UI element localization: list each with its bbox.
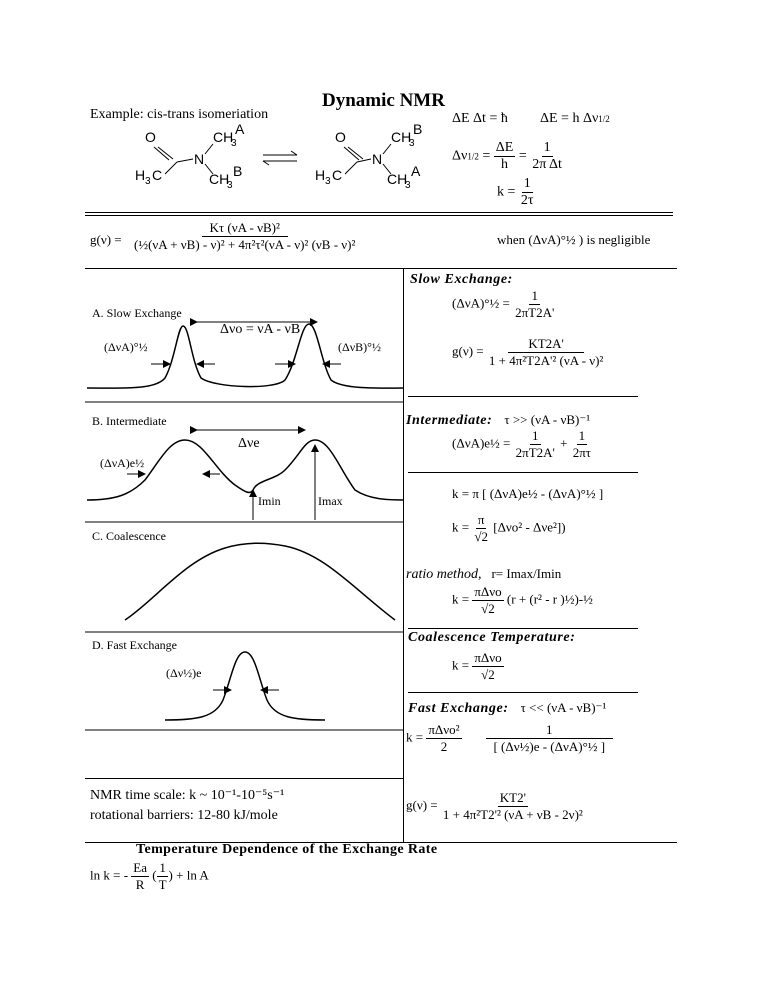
- panel-a-left-width: (ΔνA)°½: [104, 340, 148, 354]
- panel-d-width: (Δν½)e: [166, 666, 202, 680]
- svg-text:C: C: [152, 167, 163, 183]
- fast-exchange-spectrum: [165, 652, 325, 720]
- panel-b-left-width: (ΔνA)e½: [100, 456, 145, 470]
- svg-text:3: 3: [231, 138, 237, 149]
- k-delta-eq: k = $\frac{\pi}{√2}$ [Δνo² - Δνe²]): [452, 512, 566, 544]
- coalescence-heading: Coalescence Temperature:: [408, 630, 576, 645]
- svg-text:C: C: [332, 167, 343, 183]
- svg-text:CH: CH: [209, 171, 230, 187]
- svg-text:CH: CH: [391, 129, 412, 145]
- column-divider: [403, 268, 404, 842]
- energy-linewidth-eq: ΔE = h Δν1/2: [540, 111, 610, 126]
- svg-text:O: O: [335, 129, 346, 145]
- spectra-panels: [85, 290, 403, 760]
- k-ratio-eq: k = $\frac{\text{πΔνo}}{√2}$ (r + (r² - r )½)-½: [452, 584, 593, 616]
- svg-text:B: B: [413, 122, 423, 137]
- svg-text:H: H: [135, 167, 146, 183]
- fast-heading-row: Fast Exchange: τ << (νA - νB)⁻¹: [408, 700, 607, 716]
- divider: [85, 212, 673, 213]
- uncertainty-eq: ΔE Δt = ħ: [452, 111, 508, 126]
- svg-text:CH: CH: [213, 129, 234, 145]
- intermediate-width-eq: (ΔνA)e½ = $\frac{1}{2\pi T2A'}$ + $\frac{1}{2\pi\tau}$: [452, 428, 592, 460]
- molecule-right: [315, 122, 422, 191]
- svg-text:CH: CH: [387, 171, 408, 187]
- panel-d-label: D. Fast Exchange: [92, 638, 177, 652]
- panel-a-delta: Δνo = νA - νB: [220, 322, 301, 337]
- molecule-left: [135, 122, 245, 191]
- barriers-note: rotational barriers: 12-80 kJ/mole: [90, 808, 278, 823]
- svg-text:3: 3: [405, 180, 411, 191]
- divider: [408, 692, 638, 693]
- svg-text:A: A: [411, 163, 421, 179]
- lineshape-fraction: $\frac{\text{Kτ (νA - νB)²}}{\text{(½(νA + νB) - ν)² + 4π²τ²(νA - ν)² (νB - ν)²}}$: [134, 220, 356, 252]
- svg-text:3: 3: [145, 176, 151, 187]
- divider: [408, 472, 638, 473]
- panel-b-label: B. Intermediate: [92, 414, 167, 428]
- panel-b-imin: Imin: [258, 494, 281, 508]
- divider: [85, 778, 403, 779]
- panel-c-label: C. Coalescence: [92, 529, 166, 543]
- timescale-note: NMR time scale: k ~ 10⁻¹-10⁻⁵s⁻¹: [90, 788, 285, 803]
- lineshape-lhs: g(ν) =: [90, 232, 122, 247]
- divider: [408, 628, 638, 629]
- svg-text:3: 3: [409, 138, 415, 149]
- page-title: Dynamic NMR: [322, 90, 445, 111]
- coalescence-k-eq: k = $\frac{\text{πΔνo}}{√2}$: [452, 650, 502, 682]
- svg-text:A: A: [235, 122, 245, 137]
- intermediate-heading-row: Intermediate: τ >> (νA - νB)⁻¹: [406, 412, 591, 428]
- fast-g-eq: g(ν) = $\frac{KT2'}{\text{1 + 4π²T2'² (νA + νB - 2ν)²}}$: [406, 790, 583, 822]
- linewidth-eq: Δν1/2 = $\frac{\Delta E}{h}$ = $\frac{1}{\text{2π Δt}}$: [452, 140, 562, 172]
- svg-text:3: 3: [227, 180, 233, 191]
- ratio-method-row: ratio method, r= Imax/Imin: [406, 566, 562, 582]
- k-width-eq: k = π [ (ΔνA)e½ - (ΔνA)°½ ]: [452, 486, 604, 501]
- temperature-heading: Temperature Dependence of the Exchange Rate: [136, 842, 438, 857]
- svg-text:N: N: [194, 151, 205, 167]
- coalescence-spectrum: [125, 543, 395, 620]
- cis-trans-molecules: [125, 122, 455, 192]
- panel-a-right-width: (ΔνB)°½: [338, 340, 381, 354]
- panel-a-label: A. Slow Exchange: [92, 306, 182, 320]
- svg-text:3: 3: [325, 176, 331, 187]
- slow-heading: Slow Exchange:: [410, 272, 513, 287]
- example-label: Example: cis-trans isomeriation: [90, 107, 269, 122]
- svg-text:H: H: [315, 167, 326, 183]
- k-tau-eq: k = $\frac{1}{2\tau}$: [497, 176, 534, 208]
- panel-b-delta: Δνe: [238, 436, 260, 451]
- divider: [85, 268, 677, 269]
- equilibrium-arrows: [263, 151, 297, 165]
- svg-text:B: B: [233, 163, 243, 179]
- svg-text:N: N: [372, 151, 383, 167]
- slow-width-eq: (ΔνA)°½ = $\frac{1}{2\pi T2A'}$: [452, 288, 555, 320]
- arrhenius-eq: ln k = - $\frac{Ea}{R}$ ( $\frac{1}{T}$ ) + ln A: [90, 860, 209, 892]
- fast-k-eq: k = $\frac{\text{πΔνo²}}{2}$ $\frac{1}{\text{[ (Δν½)e - (ΔνA)°½ ]}}$: [406, 722, 613, 755]
- panel-b-imax: Imax: [318, 494, 343, 508]
- divider: [85, 215, 673, 216]
- divider: [408, 396, 638, 397]
- svg-text:O: O: [145, 129, 156, 145]
- negligible-condition: when (ΔνA)°½ ) is negligible: [497, 232, 651, 247]
- slow-g-eq: g(ν) = $\frac{KT2A'}{\text{1 + 4π²T2A'² (νA - ν)²}}$: [452, 336, 604, 368]
